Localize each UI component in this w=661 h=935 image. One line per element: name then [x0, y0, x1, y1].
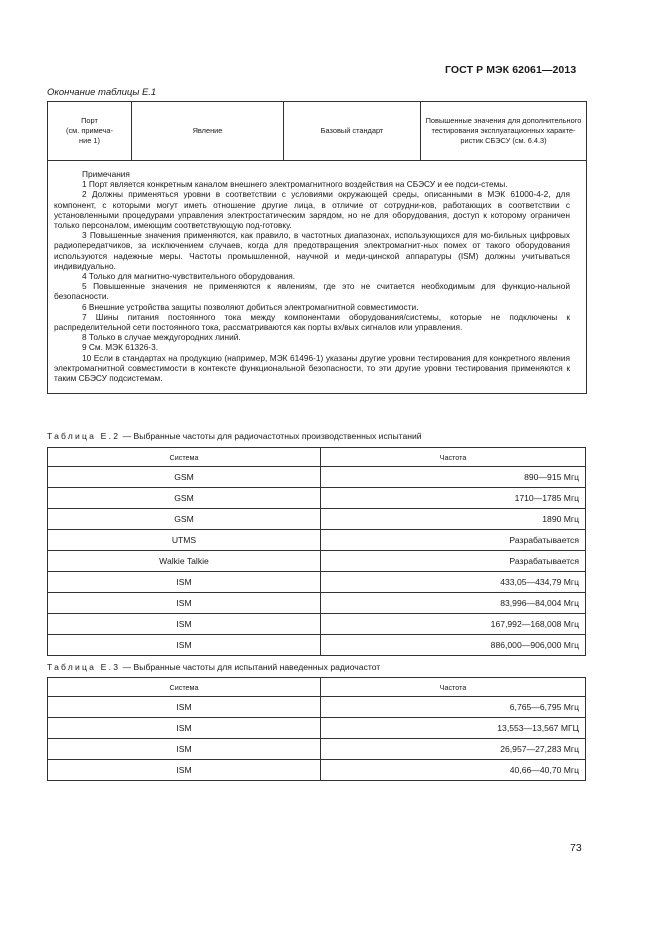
table-e3-caption [47, 662, 380, 672]
system-cell: ISM [48, 697, 321, 718]
frequency-cell: 6,765—6,795 Мгц [321, 697, 586, 718]
notes-block [54, 169, 570, 383]
table-row [48, 718, 586, 739]
system-cell: ISM [48, 593, 321, 614]
table-e2-label: Таблица Е.2 [47, 431, 121, 441]
table-e1-col-port: Порт (см. примеча- ние 1) [66, 115, 113, 146]
system-cell: Walkie Talkie [48, 551, 321, 572]
table-e2 [47, 447, 586, 656]
table-e1-col-basic-standard: Базовый стандарт [320, 125, 384, 135]
table-row [48, 760, 586, 781]
table-row [48, 614, 586, 635]
table-e2-caption [47, 431, 422, 441]
table-row [48, 488, 586, 509]
table-e3-body [48, 697, 586, 781]
note-item: 3 Повышенные значения применяются, как правило, в частотных диапазонах, использующихся для мо-бильных цифровых радиопередатчиков, за исключением случаев, когда для предотвращения электромагнит-ных помех от такого оборудования используются надежные меры. Частоты промышленной, научной и меди-цинской аппаратуры (ISM) должны учитываться индивидуально. [54, 230, 570, 271]
table-e1-notes-row [48, 161, 587, 394]
table-e2-header-row [48, 448, 586, 467]
system-cell: ISM [48, 760, 321, 781]
table-e3-title: — Выбранные частоты для испытаний наведенных радиочастот [120, 662, 381, 672]
note-item: 6 Внешние устройства защиты позволяют добиться электромагнитной совместимости. [82, 301, 419, 312]
table-e3-header-row [48, 678, 586, 697]
table-e2-col-system: Система [48, 448, 321, 467]
table-e1-col-increased-levels: Повышенные значения для дополнительного тестирования эксплуатационных характе- ристик СБЭСУ (см. 6.4.3) [425, 115, 582, 146]
system-cell: ISM [48, 572, 321, 593]
table-row [48, 739, 586, 760]
table-e3-col-system: Система [48, 678, 321, 697]
table-row [48, 467, 586, 488]
page-number: 73 [570, 842, 582, 854]
system-cell: GSM [48, 509, 321, 530]
note-item: 7 Шины питания постоянного тока между компонентами оборудования/системы, которые не подключены к распределительной сети постоянного тока, рассматриваются как порты вх/вых сигналов или управления. [54, 311, 570, 333]
table-e3-label: Таблица Е.3 [47, 662, 121, 672]
table-row [48, 530, 586, 551]
table-row [48, 635, 586, 656]
note-item: 1 Порт является конкретным каналом внешнего электромагнитного воздействия на СБЭСУ и ее подси-стемы. [82, 179, 508, 190]
notes-title: Примечания [82, 169, 130, 179]
table-e3 [47, 677, 586, 781]
frequency-cell: 40,66—40,70 Мгц [321, 760, 586, 781]
frequency-cell: 886,000—906,000 Мгц [321, 635, 586, 656]
table-e1-col-phenomenon: Явление [192, 125, 223, 135]
system-cell: ISM [48, 739, 321, 760]
frequency-cell: 13,553—13,567 МГЦ [321, 718, 586, 739]
frequency-cell: 26,957—27,283 Мгц [321, 739, 586, 760]
standard-designation: ГОСТ Р МЭК 62061—2013 [445, 64, 577, 76]
frequency-cell: 167,992—168,008 Мгц [321, 614, 586, 635]
note-item: 8 Только в случае междугородних линий. [82, 332, 241, 343]
frequency-cell: Разрабатывается [321, 551, 586, 572]
table-e2-col-frequency: Частота [321, 448, 586, 467]
table-e3-col-frequency: Частота [321, 678, 586, 697]
table-row [48, 509, 586, 530]
table-e1 [47, 101, 587, 394]
table-row [48, 551, 586, 572]
system-cell: ISM [48, 635, 321, 656]
frequency-cell: 890—915 Мгц [321, 467, 586, 488]
system-cell: UTMS [48, 530, 321, 551]
table-row [48, 572, 586, 593]
system-cell: GSM [48, 467, 321, 488]
note-item: 5 Повышенные значения не применяются к явлениям, где это не считается необходимым для функцио-нальной безопасности. [54, 281, 570, 302]
table-row [48, 697, 586, 718]
frequency-cell: Разрабатывается [321, 530, 586, 551]
table-e1-header-row [48, 102, 587, 161]
system-cell: ISM [48, 718, 321, 739]
note-item: 9 См. МЭК 61326-3. [82, 342, 158, 353]
table-e2-body [48, 467, 586, 656]
note-item: 2 Должны применяться уровни в соответствии с условиями окружающей среды, описанными в МЭК 61000-4-2, для компонент, с которыми могут иметь отношение другие лица, в отличие от сотрудни-ков, работающих в соответствии с установленными процедурами управления электростатическим зарядом, но не для оборудования, доступ к которому ограничен только персоналом, имеющим соответствующую под-готовку. [54, 189, 570, 231]
frequency-cell: 433,05—434,79 Мгц [321, 572, 586, 593]
system-cell: ISM [48, 614, 321, 635]
table-row [48, 593, 586, 614]
table-continuation-caption: Окончание таблицы Е.1 [47, 87, 157, 98]
frequency-cell: 83,996—84,004 Мгц [321, 593, 586, 614]
table-e2-title: — Выбранные частоты для радиочастотных производственных испытаний [120, 431, 422, 441]
frequency-cell: 1890 Мгц [321, 509, 586, 530]
note-item: 10 Если в стандартах на продукцию (например, МЭК 61496-1) указаны другие уровни тестирования для конкретного явления электромагнитной совместимости в контексте функциональной безопасности, то эти другие уровни тестирования применяются к таким СБЭСУ подсистемам. [54, 352, 570, 384]
note-item: 4 Только для магнитно-чувствительного оборудования. [82, 271, 296, 282]
system-cell: GSM [48, 488, 321, 509]
frequency-cell: 1710—1785 Мгц [321, 488, 586, 509]
